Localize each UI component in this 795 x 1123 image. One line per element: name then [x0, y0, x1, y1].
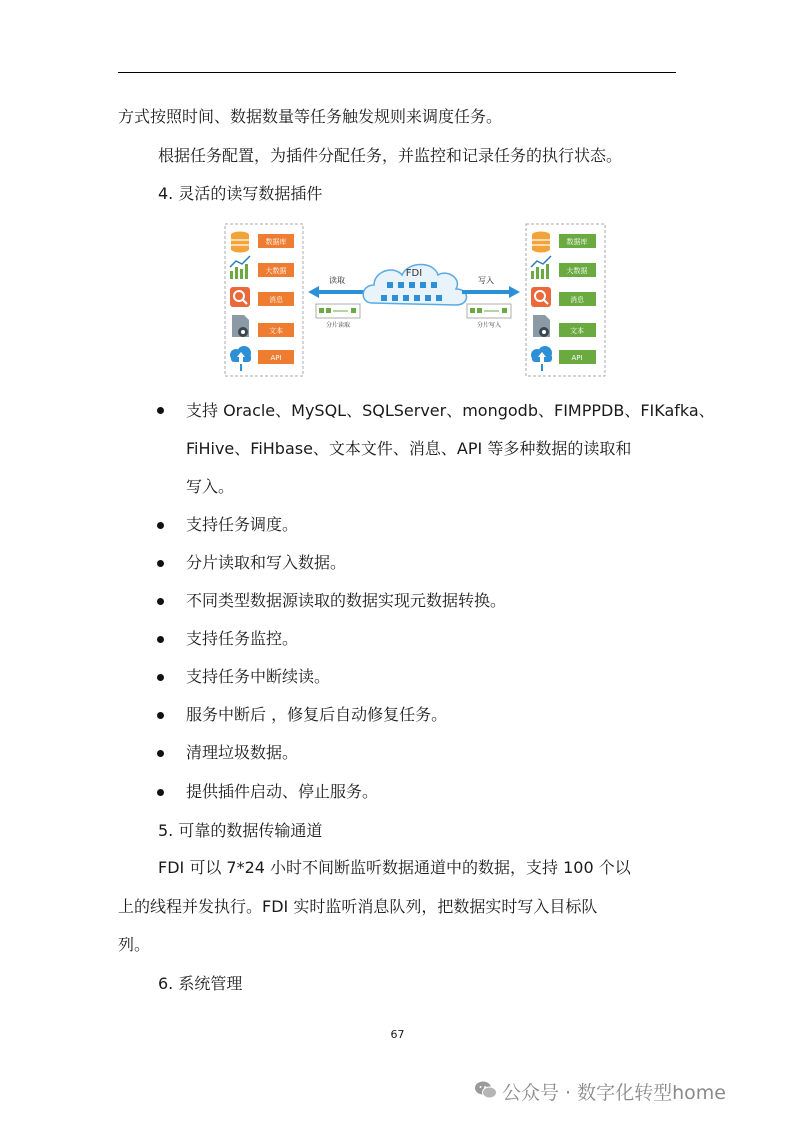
target-label: 消息: [570, 296, 584, 304]
bullet-dot: [157, 750, 164, 757]
section-heading-5: 5. 可靠的数据传输通道: [158, 821, 323, 840]
bullet-dot: [157, 522, 164, 529]
target-label: API: [571, 354, 583, 362]
text-file-icon: [533, 315, 550, 337]
bigdata-chart-icon: [531, 256, 551, 279]
bigdata-chart-icon: [230, 256, 250, 279]
read-sub-label: 分片读取: [325, 322, 351, 329]
text-file-icon: [232, 315, 249, 337]
read-label: 读取: [329, 276, 345, 285]
paragraph-line: 根据任务配置，为插件分配任务，并监控和记录任务的执行状态。: [158, 146, 623, 165]
bullet-item: 不同类型数据源读取的数据实现元数据转换。: [186, 591, 507, 610]
bullet-item: 支持任务监控。: [186, 629, 299, 648]
api-cloud-icon: [230, 346, 251, 371]
section-heading-6: 6. 系统管理: [158, 974, 243, 993]
bullet-item: 支持任务中断续读。: [186, 667, 331, 686]
message-search-icon: [531, 287, 551, 307]
write-sub-label: 分片写入: [476, 322, 502, 329]
bullet-item: 支持任务调度。: [186, 515, 299, 534]
message-search-icon: [230, 287, 250, 307]
paragraph-line: 上的线程并发执行。FDI 实时监听消息队列，把数据实时写入目标队: [118, 897, 598, 916]
bullet-dot: [157, 407, 164, 414]
target-label: 数据库: [566, 238, 588, 246]
wechat-icon: [474, 1080, 498, 1100]
paragraph-line: 方式按照时间、数据数量等任务触发规则来调度任务。: [118, 107, 503, 126]
fdi-read-write-diagram: [224, 223, 608, 378]
watermark: 公众号 · 数字化转型home: [502, 1082, 726, 1104]
bullet-dot: [157, 636, 164, 643]
page-number: 67: [390, 1028, 405, 1041]
database-icon: [231, 232, 249, 253]
bullet-item: 提供插件启动、停止服务。: [186, 782, 379, 801]
database-icon: [532, 232, 550, 253]
source-label: 消息: [269, 296, 283, 304]
bullet-item: 支持 Oracle、MySQL、SQLServer、mongodb、FIMPPDB、FIKafka、: [186, 401, 715, 420]
bullet-dot: [157, 560, 164, 567]
fdi-label: FDI: [405, 268, 423, 279]
read-arrow: [308, 286, 364, 298]
target-label: 大数据: [566, 267, 588, 275]
target-label: 文本: [570, 327, 584, 335]
source-label: 文本: [269, 327, 283, 335]
source-label: 大数据: [265, 267, 287, 275]
api-cloud-icon: [531, 346, 552, 371]
bullet-item: 清理垃圾数据。: [186, 743, 299, 762]
bullet-item-continuation: 写入。: [186, 477, 235, 496]
write-arrow: [462, 286, 520, 298]
bullet-dot: [157, 789, 164, 796]
bullet-item-continuation: FiHive、FiHbase、文本文件、消息、API 等多种数据的读取和: [186, 439, 632, 458]
paragraph-line: 列。: [118, 935, 151, 954]
bullet-dot: [157, 674, 164, 681]
section-heading-4: 4. 灵活的读写数据插件: [158, 184, 323, 203]
source-label: API: [270, 354, 282, 362]
paragraph-line: FDI 可以 7*24 小时不间断监听数据通道中的数据，支持 100 个以: [158, 858, 631, 877]
bullet-dot: [157, 712, 164, 719]
bullet-dot: [157, 598, 164, 605]
header-rule: [118, 72, 676, 73]
bullet-item: 分片读取和写入数据。: [186, 553, 347, 572]
write-label: 写入: [478, 276, 494, 285]
source-label: 数据库: [265, 238, 287, 246]
bullet-item: 服务中断后 ，修复后自动修复任务。: [186, 705, 448, 724]
